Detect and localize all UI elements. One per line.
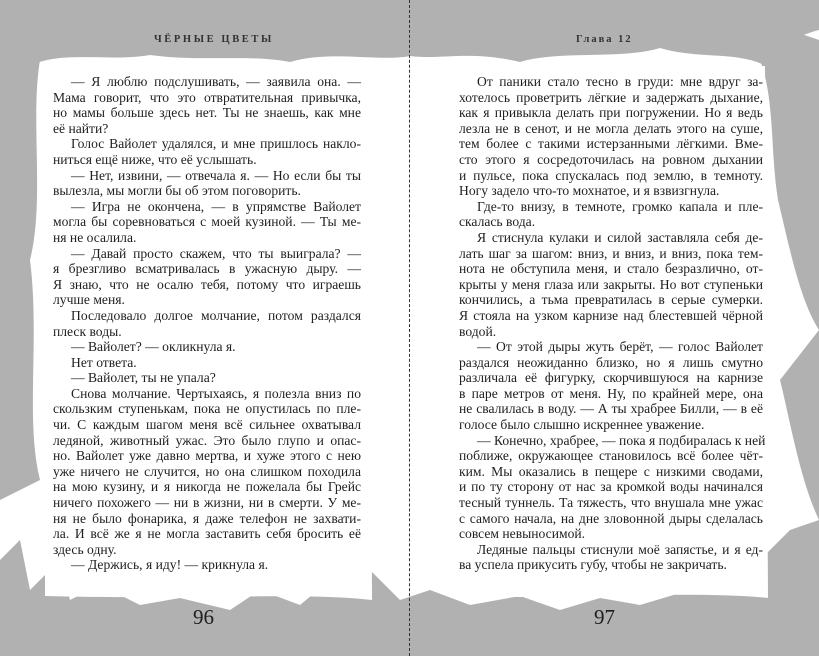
text-line: ниться ещё ниже, что её услышать. (53, 151, 257, 167)
text-line: различала её фигурку, скорчившуюся на карнизе (459, 370, 763, 386)
text-line: голосе было слышно искреннее уважение. (459, 417, 705, 433)
text-line: Снова молчание. Чертыхаясь, я полезла вниз по (71, 385, 361, 401)
text-line: уже ничего не случится, но она слишком походила (53, 463, 361, 479)
text-line: с самого начала, на дне зловонной дыры сделалась (459, 510, 763, 526)
text-line: — Нет, извини, — отвечала я. — Но если бы ты (71, 167, 361, 183)
text-line: вылезла, мы могли бы об этом поговорить. (53, 183, 301, 199)
paragraph (53, 199, 361, 246)
text-line: — От этой дыры жуть берёт, — голос Вайолет (477, 339, 763, 355)
paragraph (459, 199, 763, 230)
text-line: не свалилась в воду. — А ты храбрее Билли, — в её (459, 401, 763, 417)
text-line: водой. (459, 323, 497, 339)
text-line: — Я люблю подслушивать, — заявила она. — (71, 74, 361, 89)
text-line: чи. С каждым шагом меня всё сильнее охватывал (53, 417, 361, 433)
text-line: скользким ступенькам, пока не опустилась по пле- (53, 401, 361, 417)
text-line: плеск воды. (53, 323, 122, 339)
text-line: — Конечно, храбрее, — пока я подбиралась к ней (477, 432, 766, 448)
text-line: её найти? (53, 120, 109, 136)
text-line: тесный туннель. Та тяжесть, что внушала мне ужас (459, 495, 763, 511)
text-line: могла бы соревноваться с моей кузиной. — Ты ме- (53, 214, 361, 230)
text-line: и пульсе, пока спускалась под землю, в темноту. (459, 167, 763, 183)
paragraph (53, 168, 361, 199)
text-line: — Давай просто скажем, что ты выиграла? — (71, 245, 361, 261)
paragraph (53, 386, 361, 558)
paragraph (53, 308, 361, 339)
text-line: здесь одну. (53, 541, 117, 557)
paragraph (53, 246, 361, 308)
text-line: лать шаг за шагом: вниз, и вниз, и вниз, пока тем- (459, 245, 763, 261)
text-line: ва успела прикусить губу, чтобы не закричать. (459, 557, 727, 573)
text-line: раздался неожиданно близко, но я лишь смутно (459, 354, 763, 370)
text-line: Нет ответа. (71, 354, 137, 370)
paragraph (53, 370, 361, 386)
paragraph (459, 230, 763, 339)
text-line: Мама говорит, что это отвратительная привычка, (53, 89, 361, 105)
text-line: сто этого я сосредоточилась на ровном дыхании (459, 151, 763, 167)
text-line: лезла не в сенот, и не могла делать этого на суше, (459, 120, 763, 136)
text-line: ледяной, животный ужас. Это было глупо и опас- (53, 432, 361, 448)
page-number: 96 (193, 605, 214, 629)
left-page (0, 0, 409, 656)
text-line: ким. Мы оказались в пещере с низкими сводами, (459, 463, 763, 479)
paragraph (53, 136, 361, 167)
text-line: поближе, окружающее становилось всё более чёт- (459, 448, 763, 464)
text-line: лучше меня. (53, 292, 125, 308)
text-line: От паники стало тесно в груди: мне вдруг за- (477, 74, 763, 89)
text-line: хотелось проветрить лёгкие и задержать дыхание, (459, 89, 763, 105)
text-line: ничего похожего — ни в жизни, ни в смерти. У ме- (53, 495, 361, 511)
text-line: ла. И всё же я не могла заставить себя бросить её (53, 526, 361, 542)
text-line: — Игра не окончена, — в упрямстве Вайолет (71, 198, 361, 214)
running-head: ЧЁРНЫЕ ЦВЕТЫ (154, 34, 274, 45)
paragraph (459, 339, 763, 433)
text-line: ня не осалила. (53, 229, 137, 245)
text-line: нота не обступила меня, и стало безразлично, от- (459, 261, 763, 277)
text-line: на мою кузину, и я никогда не пожелала бы Грейс (53, 479, 361, 495)
paragraph (53, 557, 361, 573)
text-line: Ногу задело что-то мохнатое, и я взвизгнула. (459, 183, 720, 199)
paragraph (459, 74, 763, 199)
paragraph (53, 74, 361, 136)
text-line: я брезгливо всматривалась в ужасную дыру. — (53, 261, 361, 277)
running-head: Глава 12 (576, 34, 633, 45)
text-line: тем более с такими истерзанными лёгкими. Вме- (459, 136, 763, 152)
text-line: Я стояла на узком карнизе над блестевшей чёрной (459, 307, 763, 323)
text-line: Ледяные пальцы стиснули моё запястье, и я ед- (477, 541, 763, 557)
text-line: — Вайолет? — окликнула я. (71, 339, 236, 355)
text-line: как я привыкла делать при погружении. Но я ведь (459, 105, 763, 121)
body-text (53, 74, 361, 573)
page-number: 97 (594, 605, 615, 629)
text-line: но. Вайолет уже давно мертва, и хуже этого с нею (53, 448, 361, 464)
text-line: скалась вода. (459, 214, 536, 230)
text-line: Я знаю, что не осалю тебя, потому что играешь (53, 276, 361, 292)
text-line: в паре метров от меня. Ну, по крайней мере, она (459, 385, 763, 401)
text-line: Последовало долгое молчание, потом раздался (71, 307, 361, 323)
text-line: Я стиснула кулаки и силой заставляла себя де- (477, 229, 763, 245)
paragraph (53, 339, 361, 355)
text-line: совсем невыносимой. (459, 526, 586, 542)
text-line: ня не было фонарика, я даже телефон не захвати- (53, 510, 361, 526)
right-page (411, 0, 819, 656)
text-line: Голос Вайолет удалялся, и мне пришлось накло- (71, 136, 361, 152)
text-line: — Держись, я иду! — крикнула я. (71, 557, 269, 573)
text-line: крыты у меня глаза или закрыты. Но вот ступеньки (459, 276, 763, 292)
paragraph (459, 432, 766, 542)
body-text (459, 74, 766, 573)
page-gutter-divider (409, 0, 410, 656)
text-line: — Вайолет, ты не упала? (71, 370, 216, 386)
text-line: и по ту сторону от нас за кромкой воды начинался (459, 479, 763, 495)
text-line: но мамы больше здесь нет. Ты не знаешь, как мне (53, 105, 361, 121)
paragraph (53, 355, 361, 371)
text-line: Где-то внизу, в темноте, громко капала и пле- (477, 198, 763, 214)
text-line: кончились, а тьма превратилась в серые сумерки. (459, 292, 763, 308)
paragraph (459, 542, 763, 573)
